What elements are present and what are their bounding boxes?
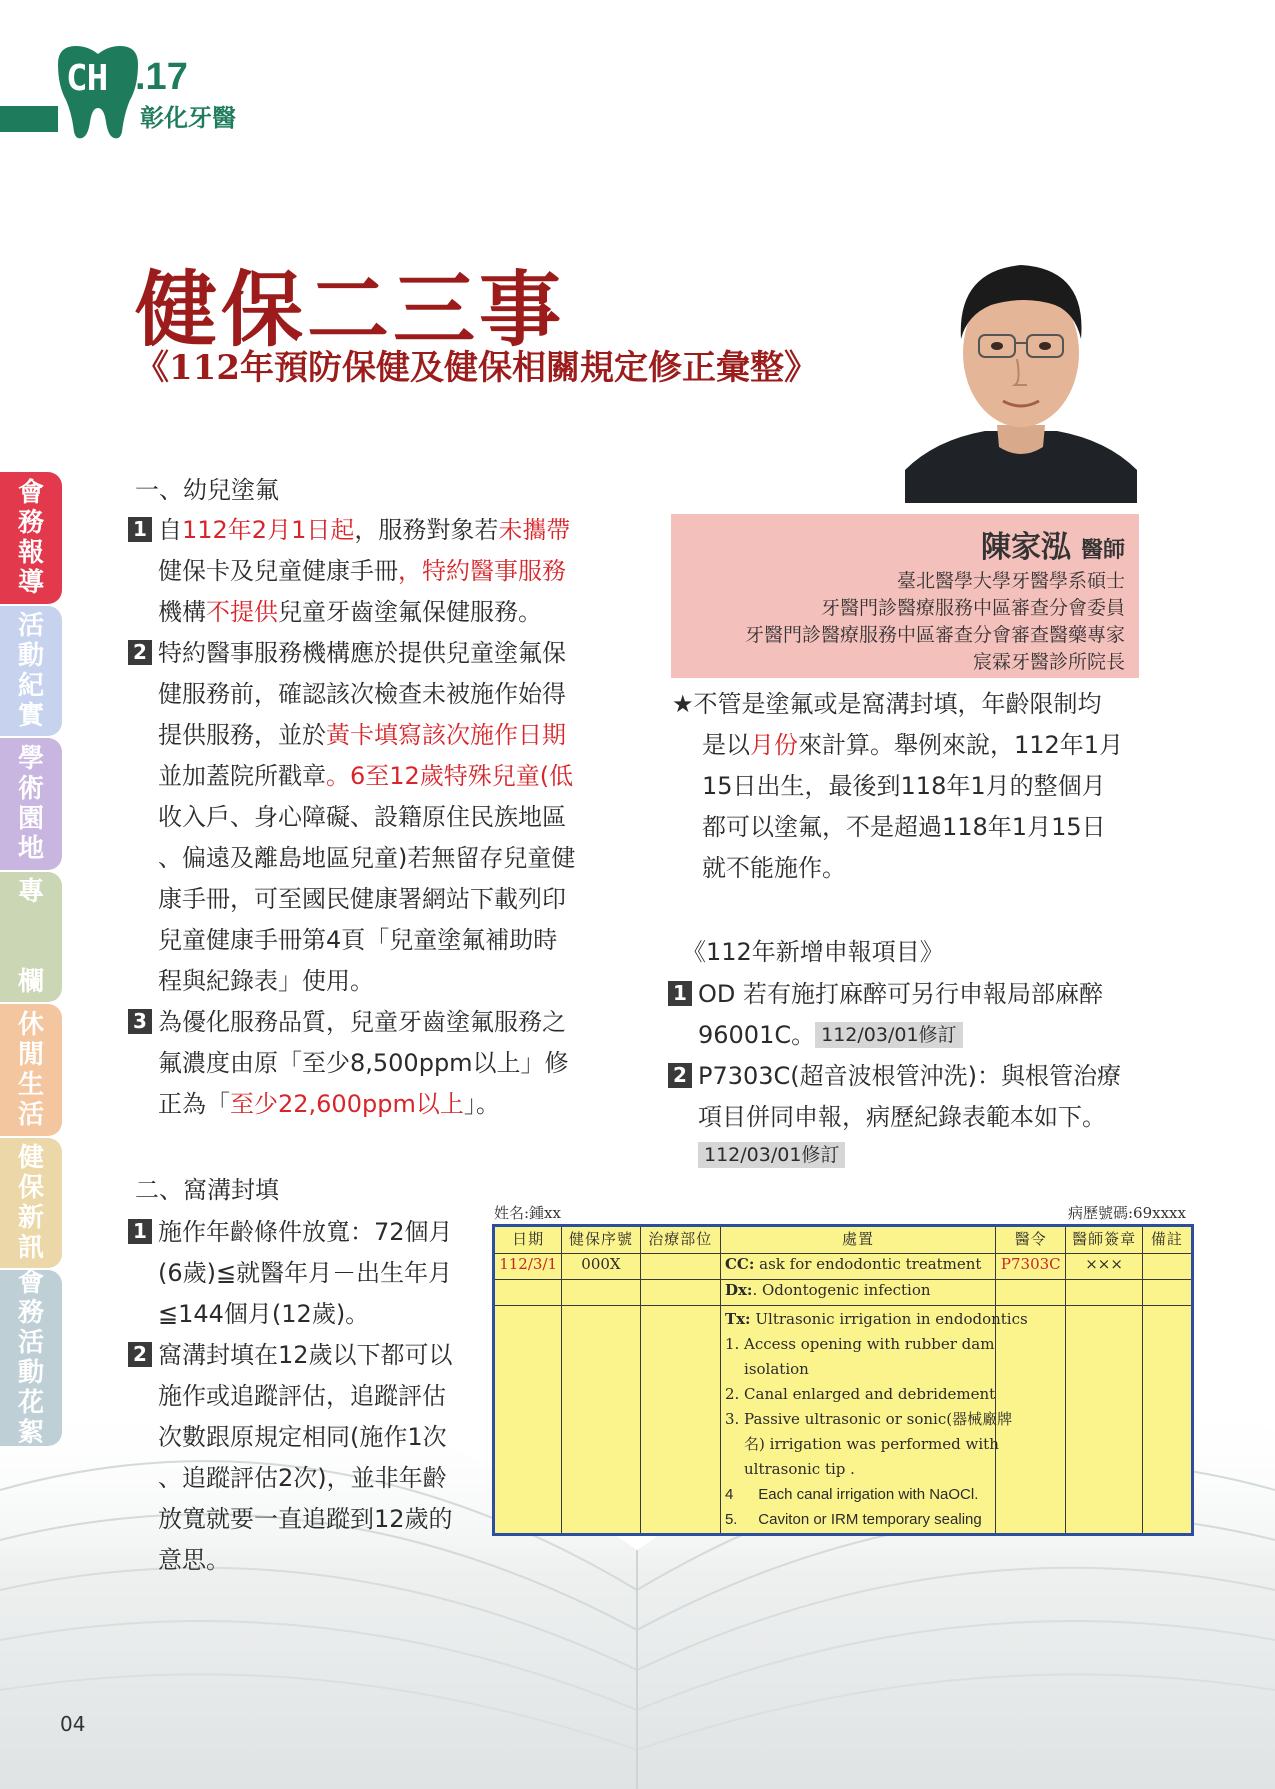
text-line <box>128 1540 488 1581</box>
header-accent-bar <box>0 106 58 132</box>
text-line <box>672 725 1152 766</box>
tx-step: ultrasonic tip . <box>724 1460 855 1478</box>
body-text: 窩溝封填在12歲以下都可以 <box>158 1341 453 1369</box>
text-line <box>672 807 1152 848</box>
dx-label: Dx: <box>724 1281 753 1299</box>
author-credential-1: 臺北醫學大學牙醫學系碩士 <box>896 570 1125 592</box>
text-line <box>128 1084 628 1125</box>
body-text: 自 <box>158 516 182 544</box>
side-tab-char: 會 <box>17 1268 44 1298</box>
dx-text: . Odontogenic infection <box>752 1281 931 1299</box>
new-item-2 <box>668 1056 1168 1172</box>
page-title: 健保二三事 <box>135 262 566 358</box>
item-number-badge: 2 <box>668 1063 692 1088</box>
cell-date: 112/3/1 <box>494 1254 562 1280</box>
side-tab-char <box>18 937 44 967</box>
author-name-line <box>981 522 1125 566</box>
body-text: 次數跟原規定相同(施作1次 <box>158 1423 447 1451</box>
body-text: (6歲)≦就醫年月－出生年月 <box>158 1259 453 1287</box>
side-tab-char: 花 <box>17 1388 44 1418</box>
cell-signature: ××× <box>1066 1254 1142 1280</box>
side-tab-char: 專 <box>17 877 44 907</box>
patient-name: 姓名:鍾xx <box>494 1204 561 1222</box>
new-item-1-line1: OD 若有施打麻醉可另行申報局部麻醉 <box>698 980 1103 1008</box>
body-text: 為優化服務品質，兒童牙齒塗氟服務之 <box>158 1008 566 1036</box>
side-tab-char: 休 <box>17 1010 44 1040</box>
medical-record-table <box>492 1224 1194 1532</box>
side-tab-char: 絮 <box>17 1418 44 1448</box>
highlight-text: 至少22,600ppm以上 <box>230 1090 464 1118</box>
text-line <box>128 1335 488 1376</box>
side-tab-char: 閒 <box>17 1040 44 1070</box>
item-number-badge: 1 <box>128 517 152 542</box>
clinic-name: 彰化牙醫 <box>140 104 236 132</box>
side-tab-academic[interactable] <box>0 738 62 870</box>
author-credential-4: 宸霖牙醫診所院長 <box>972 651 1125 673</box>
side-tab-char: 園 <box>17 804 44 834</box>
body-text: 正為「 <box>158 1090 230 1118</box>
section1-heading: 一、幼兒塗氟 <box>135 476 279 504</box>
new-item-2-line2: 項目併同申報，病歷紀錄表範本如下。 <box>698 1103 1106 1131</box>
body-text: ≦144個月(12歲)。 <box>158 1300 370 1328</box>
author-info-box <box>671 514 1139 678</box>
author-credential-2: 牙醫門診醫療服務中區審查分會委員 <box>820 597 1125 619</box>
page-number: 04 <box>60 1712 86 1736</box>
item-number-badge: 2 <box>128 640 152 665</box>
cell-site <box>640 1254 720 1280</box>
side-tab-char: 會 <box>17 478 44 508</box>
text-line <box>128 756 628 797</box>
chapter-code: CH <box>66 58 108 99</box>
side-tab-event-photos[interactable] <box>0 1270 62 1446</box>
text-line <box>672 848 1152 889</box>
table-row <box>494 1280 1193 1306</box>
new-item-2-line1: P7303C(超音波根管沖洗)：與根管治療 <box>698 1062 1122 1090</box>
side-tab-char: 活 <box>17 1100 44 1130</box>
col-header-treatment: 處置 <box>720 1226 995 1254</box>
body-text: 提供服務，並於 <box>158 721 326 749</box>
col-header-remarks: 備註 <box>1142 1226 1192 1254</box>
text-line <box>128 592 628 633</box>
side-tab-activity[interactable] <box>0 606 62 736</box>
cell-cc <box>720 1254 995 1280</box>
table-header-row <box>494 1226 1193 1254</box>
tx-step: isolation <box>724 1360 809 1378</box>
body-text: 意思。 <box>158 1546 230 1574</box>
side-tab-char: 學 <box>17 744 44 774</box>
text-line <box>128 510 628 551</box>
body-text: ，服務對象若 <box>354 516 499 544</box>
side-tab-char: 報 <box>17 538 44 568</box>
revision-stamp: 112/03/01修訂 <box>698 1142 845 1168</box>
author-title: 醫師 <box>1080 537 1125 563</box>
side-tab-char: 務 <box>17 508 44 538</box>
tx-step: 名) irrigation was performed with <box>724 1435 999 1453</box>
col-header-date: 日期 <box>494 1226 562 1254</box>
text-line <box>128 797 628 838</box>
text-line <box>128 1458 488 1499</box>
body-text: 放寬就要一直追蹤到12歲的 <box>158 1505 453 1533</box>
side-tab-nhi-news[interactable] <box>0 1138 62 1268</box>
text-line <box>672 684 1152 725</box>
text-line <box>128 1253 488 1294</box>
tx-step: 5. Caviton or IRM temporary sealing <box>724 1511 982 1528</box>
body-text: 來計算。舉例來說，112年1月 <box>798 731 1124 759</box>
text-line <box>128 1212 488 1253</box>
item-number-badge: 1 <box>128 1219 152 1244</box>
highlight-text: 。6至12歲特殊兒童(低 <box>326 762 574 790</box>
author-credential-3: 牙醫門診醫療服務中區審查分會審查醫藥專家 <box>744 624 1125 646</box>
side-tab-char: 欄 <box>17 967 44 997</box>
tx-label: Tx: <box>724 1310 751 1328</box>
item-number-badge: 2 <box>128 1342 152 1367</box>
table-row <box>494 1306 1193 1535</box>
highlight-text: 黃卡填寫該次施作日期 <box>326 721 566 749</box>
item-number-badge: 1 <box>668 981 692 1006</box>
text-line <box>128 1499 488 1540</box>
side-tab-char: 紀 <box>17 671 44 701</box>
author-name: 陳家泓 <box>980 530 1071 565</box>
body-text: 施作年齡條件放寬：72個月 <box>158 1218 453 1246</box>
body-text: 健保卡及兒童健康手冊 <box>158 557 398 585</box>
text-line <box>128 838 628 879</box>
side-tab-char: 實 <box>17 701 44 731</box>
text-line <box>128 879 628 920</box>
side-tab-char: 地 <box>17 834 44 864</box>
cc-text: ask for endodontic treatment <box>754 1255 982 1273</box>
body-text: 、偏遠及離島地區兒童)若無留存兒童健 <box>158 844 576 872</box>
section1-items <box>128 510 628 1125</box>
age-note <box>672 684 1152 889</box>
tx-step: 4 Each canal irrigation with NaOCl. <box>724 1486 979 1503</box>
body-text: 都可以塗氟，不是超過118年1月15日 <box>702 813 1106 841</box>
highlight-text: 月份 <box>750 731 798 759</box>
body-text: 氟濃度由原「至少8,500ppm以上」修 <box>158 1049 569 1077</box>
body-text: 程與紀錄表」使用。 <box>158 967 374 995</box>
text-line <box>128 633 628 674</box>
body-text: 就不能施作。 <box>702 854 846 882</box>
new-items-heading: 《112年新增申報項目》 <box>682 938 944 966</box>
text-line <box>672 766 1152 807</box>
new-item-1 <box>668 974 1168 1056</box>
cell-order: P7303C <box>996 1254 1066 1280</box>
cell-tx <box>720 1306 1028 1535</box>
body-text: 」。 <box>463 1090 500 1118</box>
side-tab-char: 活 <box>17 1328 44 1358</box>
cell-serial: 000X <box>562 1254 640 1280</box>
body-text: 15日出生，最後到118年1月的整個月 <box>702 772 1106 800</box>
text-line <box>128 1376 488 1417</box>
text-line <box>128 674 628 715</box>
text-line <box>128 715 628 756</box>
side-tab-char: 動 <box>17 1358 44 1388</box>
highlight-text: 112年2月1日起 <box>182 516 355 544</box>
side-tab-char: 保 <box>17 1173 44 1203</box>
side-tab-char <box>18 907 44 937</box>
side-tab-char: 新 <box>17 1203 44 1233</box>
text-line <box>128 1417 488 1458</box>
body-text: 機構 <box>158 598 206 626</box>
side-tab-char: 健 <box>17 1143 44 1173</box>
tx-step: 3. Passive ultrasonic or sonic(器械廠牌 <box>724 1410 1013 1428</box>
side-tab-char: 導 <box>17 568 44 598</box>
side-tab-meeting-report[interactable] <box>0 472 62 604</box>
page-subtitle: 《112年預防保健及健保相關規定修正彙整》 <box>135 348 818 388</box>
side-tab-column[interactable] <box>0 872 62 1002</box>
tx-step: 1. Access opening with rubber dam <box>724 1335 995 1353</box>
body-text: 康手冊，可至國民健康署網站下載列印 <box>158 885 566 913</box>
body-text: 是以 <box>702 731 750 759</box>
text-line <box>128 961 628 1002</box>
cc-label: CC: <box>724 1255 755 1273</box>
body-text: 兒童健康手冊第4頁「兒童塗氟補助時 <box>158 926 558 954</box>
new-item-1-line2: 96001C。 <box>698 1021 816 1049</box>
col-header-signature: 醫師簽章 <box>1066 1226 1142 1254</box>
col-header-site: 治療部位 <box>640 1226 720 1254</box>
revision-stamp: 112/03/01修訂 <box>815 1022 962 1048</box>
highlight-text: ，特約醫事服務 <box>398 557 566 585</box>
body-text: 施作或追蹤評估，追蹤評估 <box>158 1382 446 1410</box>
body-text: 收入戶、身心障礙、設籍原住民族地區 <box>158 803 566 831</box>
text-line <box>128 1294 488 1335</box>
body-text: 健服務前，確認該次檢查未被施作始得 <box>158 680 566 708</box>
body-text: 特約醫事服務機構應於提供兒童塗氟保 <box>158 639 566 667</box>
section2-items <box>128 1212 488 1581</box>
body-text: 並加蓋院所戳章 <box>158 762 326 790</box>
text-line <box>128 1043 628 1084</box>
table-row <box>494 1254 1193 1280</box>
body-text: ★不管是塗氟或是窩溝封填，年齡限制均 <box>672 690 1102 718</box>
body-text: 兒童牙齒塗氟保健服務。 <box>278 598 542 626</box>
tx-step: 2. Canal enlarged and debridement <box>724 1385 996 1403</box>
side-tab-char: 術 <box>17 774 44 804</box>
cell-remarks <box>1142 1254 1192 1280</box>
side-tab-char: 訊 <box>17 1233 44 1263</box>
record-number: 病歷號碼:69xxxx <box>1068 1204 1186 1222</box>
section2-heading: 二、窩溝封填 <box>135 1176 279 1204</box>
tx-text: Ultrasonic irrigation in endodontics <box>750 1310 1028 1328</box>
col-header-serial: 健保序號 <box>562 1226 640 1254</box>
side-tab-char: 活 <box>17 611 44 641</box>
highlight-text: 不提供 <box>206 598 278 626</box>
cell-dx <box>720 1280 995 1306</box>
text-line <box>128 1002 628 1043</box>
chapter-number: .17 <box>135 56 188 98</box>
side-tab-char: 動 <box>17 641 44 671</box>
item-number-badge: 3 <box>128 1009 152 1034</box>
author-photo <box>905 235 1137 503</box>
body-text: 、追蹤評估2次)，並非年齡 <box>158 1464 447 1492</box>
col-header-order: 醫令 <box>996 1226 1066 1254</box>
text-line <box>128 920 628 961</box>
text-line <box>128 551 628 592</box>
side-tab-char: 務 <box>17 1298 44 1328</box>
highlight-text: 未攜帶 <box>498 516 571 544</box>
side-tab-leisure[interactable] <box>0 1004 62 1136</box>
side-tab-char: 生 <box>17 1070 44 1100</box>
